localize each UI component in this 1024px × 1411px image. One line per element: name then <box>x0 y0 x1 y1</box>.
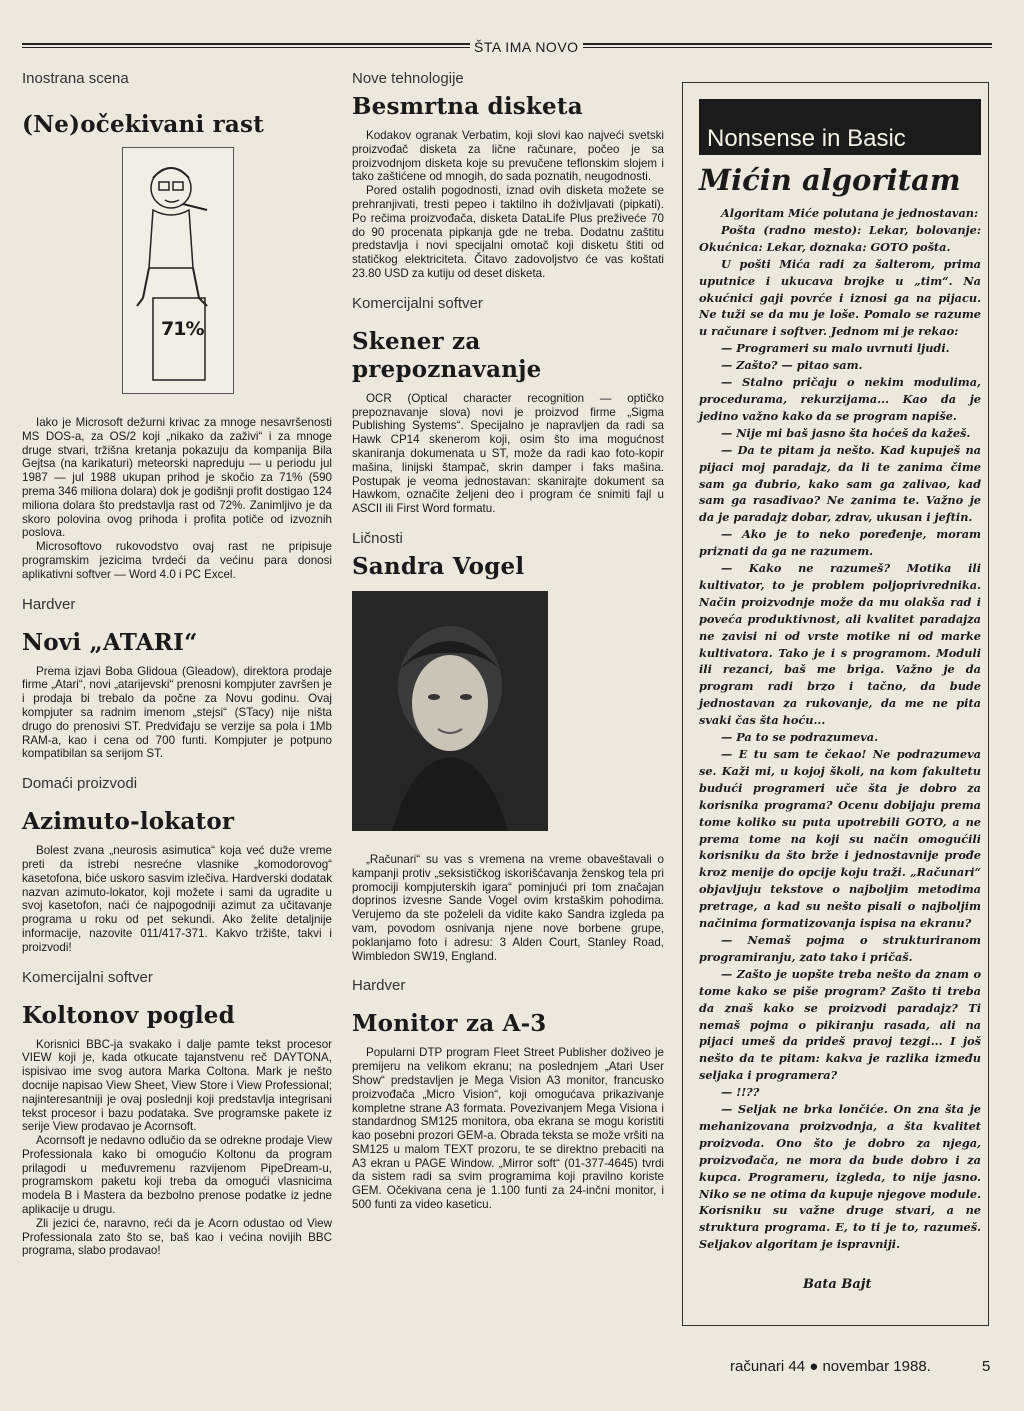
article-sandra <box>352 530 664 963</box>
article-paragraph: OCR (Optical character recognition — optičko prepoznavanje slova) novi je proizvod firme „Sigma Publishing Systems“. Specijalno je napravljen da radi sa Hawk CP14 skenerom koji, osim što ima mogućnost skaniranja dokumenata u ST, može da radi kao foto-kopir mašina, linijski štampač, skrin damper i faks mašina. Postupak je veoma jednostavan: skanirajte dokument sa Hawkom, označite željeni deo i program će snimiti fajl u ASCII ili First Word formatu. <box>352 391 664 516</box>
section-label: Nove tehnologije <box>352 70 464 87</box>
masthead-title: ŠTA IMA NOVO <box>470 38 583 56</box>
sidebar-paragraph: — Programeri su malo uvrnuti ljudi. <box>721 341 950 356</box>
section-label: Komercijalni softver <box>22 968 153 986</box>
article-headline: (Ne)očekivani rast <box>22 111 265 138</box>
article-paragraph: Pored ostalih pogodnosti, iznad ovih disketa možete se prehranjivati, tresti pepeo i taktilno ih doživljavati (pipkati). Po rečima proizvođača, disketa DataLife Plus preživeće 70 do 90 procenata pipkanja gde ne treba. Dodatnu zaštitu predstavlja i novi specijalni omotač koji disketu štiti od statičkog elektriciteta. Čitavo zadovoljstvo će vas koštati 23.80 USD za kutiju od deset disketa. <box>352 184 664 280</box>
article-paragraph: Korisnici BBC-ja svakako i dalje pamte tekst procesor VIEW koji je, kada otkucate tajanstvenu reč DAYTONA, ispisivao ime svog autora Marka Coltona. Mark je nešto docnije napisao View Sheet, View Store i View Professional; najinteresantniji je ovaj poslednji koji predstavlja integrisani tekst procesor i bazu podataka. Sve programske pakete iz serije View prodavao je Acornsoft. <box>22 1037 332 1134</box>
article-headline: Azimuto-lokator <box>22 808 235 836</box>
article-monitor <box>352 977 664 1212</box>
article-paragraph: Bolest zvana „neurosis asimutica“ koja već duže vreme preti da istrebi nesrećne vlasnike „komodorovog“ kasetofona, biće uskoro sasvim izlečiva. Hardverski dodatak nazvan azimuto-lokator, koji možete i sami da ugradite u svoj kasetofon, naći će najpogodniji azimut za učitavanje programa u roku od pet sekundi. Ako želite detaljnije informacije, nazovite 011/417-371. Kakvo tržište, takvi i proizvodi! <box>22 844 332 954</box>
sidebar-paragraph: — Zašto je uopšte treba nešto da znam o tome kako se piše program? Zašto ti treba da znaš kako se proizvodi paradajz? Ti nemaš pojma o pikiranju rasada, ali na pijaci umeš da prideš pravoj tezgi... I još nešto da te pitam: kakva je razlika između seljaka i programera? <box>699 966 981 1083</box>
article-headline: Novi „ATARI“ <box>22 628 198 656</box>
sidebar-paragraph: — E tu sam te čekao! Ne podrazumeva se. Kaži mi, u kojoj školi, na kom fakultetu budući programeri uče šta je dobro za korisnika programa? Ocenu dobijaju prema tome koliko su puta upotrebili GOTO, a ne prema tome na koji su način omogućili korisniku da što brže i jednostavnije prođe kroz menije do opcije koju traži. „Računari“ objavljuju tekstove o najboljim metodima pretrage, a kad su nešto pisali o najboljim načinima formatizovanja ispisa na ekranu? <box>699 747 981 931</box>
portrait-photo <box>352 591 548 831</box>
sidebar-paragraph: Pošta (radno mesto): Lekar, bolovanje: Okućnica: Lekar, doznaka: GOTO pošta. <box>699 222 981 254</box>
article-headline: Sandra Vogel <box>352 552 525 580</box>
article-atari <box>22 596 332 762</box>
section-label: Komercijalni softver <box>352 294 483 312</box>
sidebar-paragraph: Algoritam Miće polutana je jednostavan: <box>721 206 979 220</box>
article-headline: Koltonov pogled <box>22 1001 235 1029</box>
sidebar-box <box>682 82 989 1326</box>
article-paragraph: Iako je Microsoft dežurni krivac za mnoge nesavršenosti MS DOS-a, za OS/2 koji „nikako da zaživi“ i za mnoge druge stvari, tržišna kretanja pokazuju da kompanija Bila Gejtsa (na karikaturi) meteorski napreduju — u periodu jul 1987 — jul 1988 ukupan prihod je skočio za 71% (590 prema 346 miliona dolara) dok je godišnji profit dostigao 124 miliona dolara što predstavlja rast od 72%. Zanimljivo je da skoro polovina ovog prihoda i profita potiče od izvoznih poslova. <box>22 416 332 540</box>
article-microsoft <box>22 70 332 582</box>
article-paragraph: Microsoftovo rukovodstvo ovaj rast ne pripisuje programskim jezicima tvrdeći da većinu para donosi aplikativni softver — Word 4.0 i PC Excel. <box>22 540 332 581</box>
cartoon-percent-label: 71% <box>161 318 204 340</box>
sidebar-banner <box>699 99 981 155</box>
sidebar-paragraph: — Da te pitam ja nešto. Kad kupuješ na pijaci moj paradajz, da li te zanima čime sam ga đubrio, kako sam ga zalivao, kad sam ga rasađivao? Ne zanima te. Važno je da je paradajz dobar, zdrav, ukusan i jeftin. <box>699 442 981 525</box>
article-paragraph: „Računari“ su vas s vremena na vreme obaveštavali o kampanji protiv „seksističkog iskorišćavanja ženskog tela pri promociji kompjuterskih igara“ pominjući pri tom značajan doprinos izvesne Sande Vogel ovim krstaškim pohodima. Verujemo da ste poželeli da vidite kako Sandra izgleda pa vam, povodom osnivanja njene nove borbene grupe, poklanjamo foto i adresu: 3 Alden Court, Stanley Road, Wimbledon SW19, England. <box>352 852 664 963</box>
sidebar-paragraph: — Kako ne razumeš? Motika ili kultivator, to je problem poljoprivrednika. Način proizvodnje može da mu olakša rad i poveća produktivnost, ali kvalitet paradajza ne zavisi ni od vrste motike ni od marke kultivatora. Tako je i s programom. Moduli ili rezanci, baš me briga. Važno je da program radi brzo i tačno, da bude jednostavan za rukovanje, da me ne pita svaki čas šta hoću... <box>699 561 981 728</box>
sidebar-paragraph: U pošti Mića radi za šalterom, prima uputnice i ukucava brojke u „tim“. Na okućnici gaji povrće i iznosi ga na pijacu. Ne tuži se da mu je loše. Pomalo se razume u računare i softver. Jednom mi je rekao: <box>699 256 981 339</box>
section-label: Domaći proizvodi <box>22 775 138 793</box>
sidebar-banner-text: Nonsense in Basic <box>707 125 906 152</box>
article-headline: Monitor za A-3 <box>352 1010 547 1038</box>
page-footer: računari 44 ● novembar 1988. <box>730 1358 931 1375</box>
article-paragraph: Prema izjavi Boba Glidoua (Gleadow), direktora prodaje firme „Atari“, novi „atarijevski“ prenosni kompjuter završen je i prodaja bi trebalo da počne za Novu godinu. Ovaj kompjuter sa radnim imenom „stejsi“ (STacy) nije ništa drugo do prenosivi ST. Predviđaju se verzije sa pola i 1Mb RAM-a, kao i cena od 700 funti. Kompjuter je potpuno kompatibilan sa serijom ST. <box>22 664 332 761</box>
sidebar-paragraph: — !!?? <box>721 1085 760 1100</box>
column-middle <box>352 70 664 1226</box>
sidebar-title: Mićin algoritam <box>699 163 961 197</box>
article-headline: Skener za prepoznavanje <box>352 327 542 383</box>
article-paragraph: Zli jezici će, naravno, reći da je Acorn odustao od View Professionala zato što se, baš kao i većina novijih BBC programa, slabo prodavao! <box>22 1216 332 1258</box>
article-paragraph: Kodakov ogranak Verbatim, koji slovi kao najveći svetski proizvođač disketa za lične računare, počeo je sa proizvodnjom disketa koje su prevučene teflonskim slojem i tako zaštićene od mnogih, do sada poznatih, neugodnosti. <box>352 129 664 184</box>
article-headline: Besmrtna disketa <box>352 93 583 120</box>
masthead-rule <box>22 38 992 56</box>
article-paragraph: Acornsoft je nedavno odlučio da se odrekne prodaje View Professionala kako bi omogućio Koltonu da program prilagodi u međuvremenu razvijenom PipeDream-u, programskom paketu koji treba da omogući vlasnicima modela B i Mastera da bezbolno prenose podatke iz jedne aplikacije u drugu. <box>22 1134 332 1217</box>
article-skener <box>352 295 664 516</box>
article-disketa <box>352 70 664 281</box>
sidebar-signature: Bata Bajt <box>803 1277 872 1292</box>
section-label: Inostrana scena <box>22 70 129 87</box>
sidebar-paragraph: — Stalno pričaju o nekim modulima, procedurama, rekurzijama... Kao da je jedino važno kako da se program napiše. <box>699 375 981 423</box>
article-azimuto <box>22 775 332 954</box>
article-koltonov <box>22 969 332 1259</box>
page-number: 5 <box>982 1358 991 1375</box>
sidebar-paragraph: — Seljak ne brka lončiće. On zna šta je mehanizovana proizvodnja, a šta kvalitet proizvoda. Ono što je dobro za njega, proizvođača, ne mora da bude dobro i za kupca. Programeru, izgleda, to nije jasno. Niko se ne otima da kupuje njegove module. Korisniku su važne druge stvari, a ne struktura programa. E, to ti je to, razumeš. Seljakov algoritam je ispravniji. <box>699 1102 981 1252</box>
sidebar-body <box>699 205 981 1253</box>
article-paragraph: Popularni DTP program Fleet Street Publisher doživeo je premijeru na velikom ekranu; na poslednjem „Atari User Show“ predstavljen je Mega Vision A3 monitor, francusko proizvođača „Micro Vision“, koji omogućava prikazivanje kompletne strane A3 formata. Povezivanjem Mega Visiona i standardnog SM125 monitora, oba ekrana se mogu koristiti kao posebni prozori GEM-a. Obrada teksta se može vršiti na SM125 u malom TEXT prozoru, te se direktno prebaciti na A3 ekran u PAGE Window. „Mirror soft“ (01-377-4645) tvrdi da sistem radi sa svim programima koji pravilno koriste GEM. Očekivana cena je 1.100 funti za 24-inčni monitor, i 500 funti za video kaseticu. <box>352 1046 664 1212</box>
sidebar-paragraph: — Nije mi baš jasno šta hoćeš da kažeš. <box>721 425 971 440</box>
sidebar-paragraph: — Ako je to neko poređenje, moram priznati da ga ne razumem. <box>699 527 981 559</box>
section-label: Ličnosti <box>352 529 403 547</box>
sidebar-paragraph: — Nemaš pojma o strukturiranom programiranju, zato tako i pričaš. <box>699 932 981 964</box>
column-left <box>22 70 332 1272</box>
sidebar-paragraph: — Zašto? — pitao sam. <box>721 358 863 373</box>
caricature-image <box>122 147 234 394</box>
sidebar-paragraph: — Pa to se podrazumeva. <box>721 730 879 745</box>
section-label: Hardver <box>352 977 406 995</box>
section-label: Hardver <box>22 595 76 613</box>
